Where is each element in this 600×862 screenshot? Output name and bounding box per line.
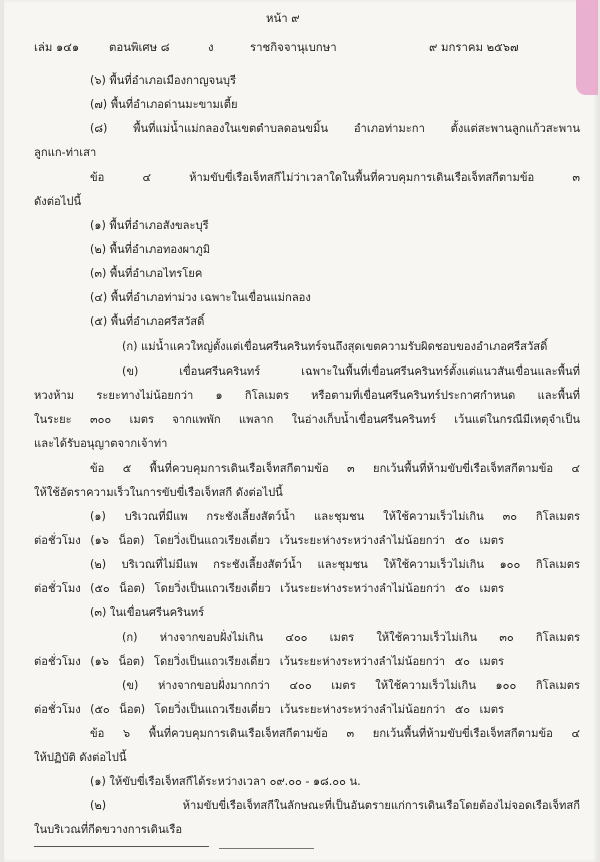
text-line: ข้อ ๕ พื้นที่ควบคุมการเดินเรือเจ็ทสกีตามข้อ ๓ ยกเว้นพื้นที่ห้ามขับขี่เรือเจ็ทสกีตามข้อ ๔ bbox=[90, 462, 580, 475]
text-line: (ก) แม่น้ำแควใหญ่ตั้งแต่เขื่อนศรีนครินทร์จนถึงสุดเขตความรับผิดชอบของอำเภอศรีสวัสดิ์ bbox=[122, 340, 548, 353]
text-line: (๓) พื้นที่อำเภอไทรโยค bbox=[90, 267, 203, 280]
text-line: (๗) พื้นที่อำเภอด่านมะขามเตี้ย bbox=[90, 98, 238, 111]
text-line: ต่อชั่วโมง (๑๖ น็อต) โดยวิ่งเป็นแถวเรียงเดี่ยว เว้นระยะห่างระหว่างลำไม่น้อยกว่า ๕๐ เมตร bbox=[34, 534, 504, 547]
text-line: (๒) ห้ามขับขี่เรือเจ็ทสกีในลักษณะที่เป็นอันตรายแก่การเดินเรือโดยต้องไม่จอดเรือเจ็ทสกี bbox=[90, 799, 580, 812]
text-line: ข้อ ๖ พื้นที่ควบคุมการเดินเรือเจ็ทสกีตามข้อ ๓ ยกเว้นพื้นที่ห้ามขับขี่เรือเจ็ทสกีตามข้อ ๔ bbox=[90, 727, 580, 740]
text-line: (๘) พื้นที่แม่น้ำแม่กลองในเขตตำบลดอนขมิ้น อำเภอท่ามะกา ตั้งแต่สะพานลูกแก้วสะพาน bbox=[90, 122, 580, 135]
text-line: (๒) พื้นที่อำเภอทองผาภูมิ bbox=[90, 243, 211, 256]
footer-rule bbox=[34, 846, 209, 847]
text-line: (๑) พื้นที่อำเภอสังขละบุรี bbox=[90, 219, 209, 232]
gazette-volume: เล่ม ๑๔๑ bbox=[34, 40, 80, 54]
text-line: หวงห้าม ระยะทางไม่น้อยกว่า ๑ กิโลเมตร หรือตามที่เขื่อนศรีนครินทร์ประกาศกำหนด และพื้นที่ bbox=[34, 389, 580, 402]
page-tab-marker bbox=[576, 0, 598, 95]
text-line: (๒) บริเวณที่ไม่มีแพ กระชังเลี้ยงสัตว์น้ำ และชุมชน ให้ใช้ความเร็วไม่เกิน ๑๐๐ กิโลเมตร bbox=[90, 558, 580, 571]
gazette-name: ราชกิจจานุเบกษา bbox=[250, 40, 337, 54]
text-line: ให้ใช้อัตราความเร็วในการขับขี่เรือเจ็ทสกี ดังต่อไปนี้ bbox=[34, 486, 283, 499]
gazette-special-part: ตอนพิเศษ ๘ bbox=[109, 40, 170, 54]
text-line: (๕) พื้นที่อำเภอศรีสวัสดิ์ bbox=[90, 315, 205, 328]
text-line: ดังต่อไปนี้ bbox=[34, 195, 82, 208]
gazette-section-letter: ง bbox=[208, 40, 214, 54]
text-line: (๖) พื้นที่อำเภอเมืองกาญจนบุรี bbox=[90, 74, 236, 87]
text-line: (๓) ในเขื่อนศรีนครินทร์ bbox=[90, 606, 205, 619]
text-line: ต่อชั่วโมง (๕๐ น็อต) โดยวิ่งเป็นแถวเรียงเดี่ยว เว้นระยะห่างระหว่างลำไม่น้อยกว่า ๕๐ เมตร bbox=[34, 703, 504, 716]
text-line: (๑) ให้ขับขี่เรือเจ็ทสกีได้ระหว่างเวลา ๐๙.๐๐ - ๑๘.๐๐ น. bbox=[90, 775, 361, 788]
footer-rule-faded bbox=[219, 848, 314, 849]
text-line: ในบริเวณที่กีดขวางการเดินเรือ bbox=[34, 823, 183, 836]
text-line: (๔) พื้นที่อำเภอท่าม่วง เฉพาะในเขื่อนแม่กลอง bbox=[90, 291, 311, 304]
text-line: (ก) ห่างจากขอบฝั่งไม่เกิน ๔๐๐ เมตร ให้ใช้ความเร็วไม่เกิน ๓๐ กิโลเมตร bbox=[122, 631, 580, 644]
text-line: (ข) ห่างจากขอบฝั่งมากกว่า ๔๐๐ เมตร ให้ใช้ความเร็วไม่เกิน ๑๐๐ กิโลเมตร bbox=[122, 679, 580, 692]
text-line: ต่อชั่วโมง (๕๐ น็อต) โดยวิ่งเป็นแถวเรียงเดี่ยว เว้นระยะห่างระหว่างลำไม่น้อยกว่า ๕๐ เมตร bbox=[34, 582, 504, 595]
text-line: (ข) เขื่อนศรีนครินทร์ เฉพาะในพื้นที่เขื่อนศรีนครินทร์ตั้งแต่แนวสันเขื่อนและพื้นที่ bbox=[122, 365, 580, 378]
text-line: ลูกแก-ท่าเสา bbox=[34, 146, 97, 159]
gazette-date: ๙ มกราคม ๒๕๖๗ bbox=[429, 40, 519, 54]
page-number: หน้า ๙ bbox=[266, 11, 300, 25]
document-page bbox=[4, 0, 598, 862]
text-line: ในระยะ ๓๐๐ เมตร จากแพพัก แพลาก ในอ่างเก็บน้ำเขื่อนศรีนครินทร์ เว้นแต่ในกรณีมีเหตุจำเป็น bbox=[34, 413, 580, 426]
text-line: และได้รับอนุญาตจากเจ้าท่า bbox=[34, 437, 168, 450]
text-line: ให้ปฏิบัติ ดังต่อไปนี้ bbox=[34, 751, 127, 764]
text-line: ข้อ ๔ ห้ามขับขี่เรือเจ็ทสกีไม่ว่าเวลาใดในพื้นที่ควบคุมการเดินเรือเจ็ทสกีตามข้อ ๓ bbox=[90, 171, 580, 184]
text-line: (๑) บริเวณที่มีแพ กระชังเลี้ยงสัตว์น้ำ และชุมชน ให้ใช้ความเร็วไม่เกิน ๓๐ กิโลเมตร bbox=[90, 510, 580, 523]
text-line: ต่อชั่วโมง (๑๖ น็อต) โดยวิ่งเป็นแถวเรียงเดี่ยว เว้นระยะห่างระหว่างลำไม่น้อยกว่า ๕๐ เมตร bbox=[34, 655, 504, 668]
